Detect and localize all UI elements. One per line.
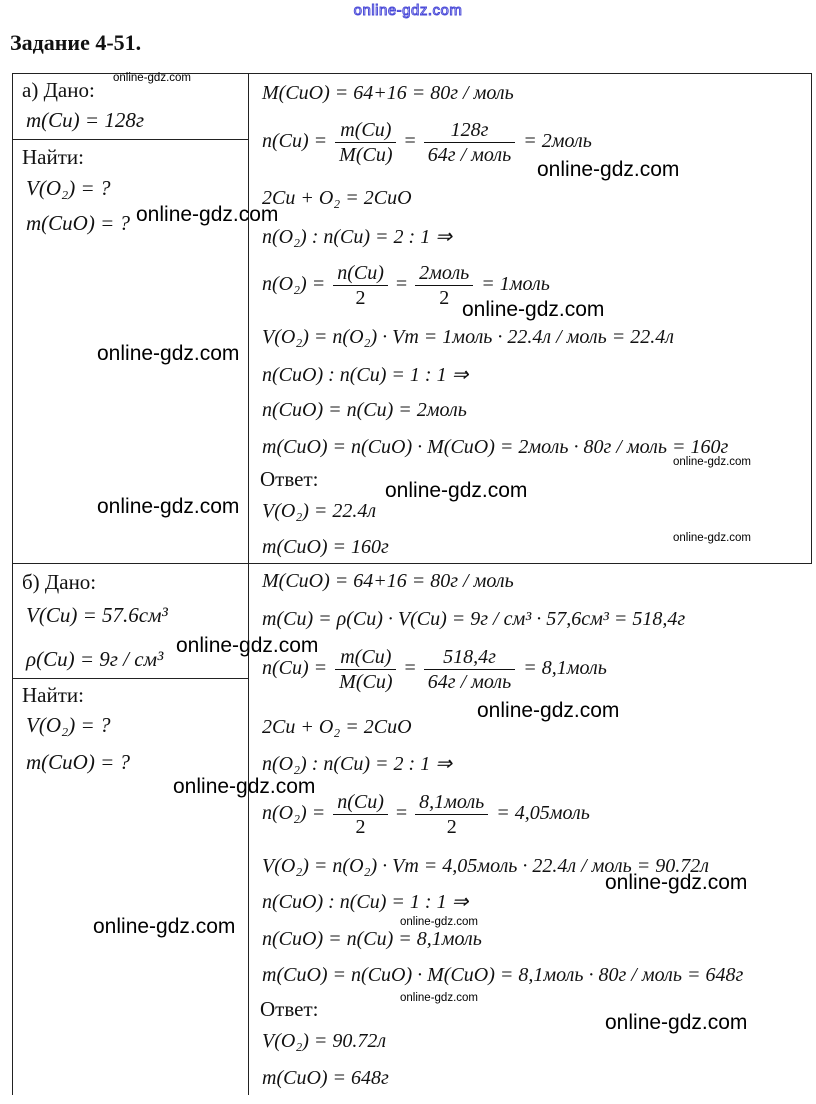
site-header-watermark: online-gdz.com	[353, 2, 463, 19]
frac-numerator: 8,1моль	[415, 790, 488, 815]
frac-denominator: 2	[446, 816, 457, 838]
b-step-mass-cu: m(Cu) = ρ(Cu) · V(Cu) = 9г / см³ · 57,6см³ = 518,4г	[262, 608, 686, 630]
frac-numerator: m(Cu)	[335, 645, 396, 670]
a-moles-o2-result: = 1моль	[481, 273, 550, 296]
watermark: online-gdz.com	[93, 915, 236, 938]
b-step-moles-cuo: n(CuO) = n(Cu) = 8,1моль	[262, 928, 482, 950]
frac-denominator: 64г / моль	[427, 144, 512, 166]
frac-numerator: 2моль	[415, 261, 473, 286]
b-given-volume: V(Cu) = 57.6см³	[26, 603, 168, 627]
frac-numerator: n(Cu)	[333, 261, 388, 286]
frac-denominator: 2	[439, 287, 450, 309]
b-frac-o2-values	[415, 790, 488, 839]
watermark: online-gdz.com	[605, 871, 748, 894]
watermark: online-gdz.com	[176, 634, 319, 657]
b-given-density: ρ(Cu) = 9г / см³	[26, 647, 164, 671]
a-find-label: Найти:	[22, 145, 84, 169]
a-step-ratio-cuo: n(CuO) : n(Cu) = 1 : 1 ⇒	[262, 364, 469, 386]
b-step-ratio-o2: n(O₂) : n(Cu) = 2 : 1 ⇒	[262, 753, 452, 775]
a-answer-volume: V(O₂) = 22.4л	[262, 500, 377, 522]
a-answer-label: Ответ:	[260, 467, 319, 491]
b-step-volume-o2: V(O₂) = n(O₂) · Vm = 4,05моль · 22.4л / моль = 90.72л	[262, 855, 709, 877]
watermark: online-gdz.com	[477, 699, 620, 722]
a-step-volume-o2: V(O₂) = n(O₂) · Vm = 1моль · 22.4л / моль = 22.4л	[262, 326, 674, 348]
frac-numerator: 128г	[424, 118, 515, 143]
a-step-moles-o2: n(O₂) = $\frac{n(Cu)}{2}$ = $\frac{\text{2моль}}{2}$ = 1моль	[262, 262, 550, 309]
table-border-left	[12, 73, 13, 1095]
b-answer-volume: V(O₂) = 90.72л	[262, 1030, 387, 1052]
a-given-divider	[12, 139, 248, 140]
watermark: online-gdz.com	[673, 532, 751, 544]
a-find-volume: V(O₂) = ?	[26, 176, 111, 200]
a-step-reaction: 2Cu + O₂ = 2CuO	[262, 187, 412, 209]
a-given-mass: m(Cu) = 128г	[26, 108, 145, 132]
a-step-moles-cu: n(Cu) = $\frac{m(Cu)}{M(Cu)}$ = $\frac{128г}{\text{64г / моль}}$ = 2моль	[262, 119, 592, 166]
watermark: online-gdz.com	[673, 456, 751, 468]
a-moles-o2-lhs: n(O₂) =	[262, 273, 326, 296]
table-border-right	[811, 73, 812, 563]
watermark: online-gdz.com	[136, 203, 279, 226]
a-step-mass-cuo: m(CuO) = n(CuO) · M(CuO) = 2моль · 80г / моль = 160г	[262, 436, 729, 458]
b-given-label: б) Дано:	[22, 570, 97, 594]
frac-denominator: 2	[355, 287, 366, 309]
watermark: online-gdz.com	[400, 992, 478, 1004]
a-step-ratio-o2: n(O₂) : n(Cu) = 2 : 1 ⇒	[262, 226, 452, 248]
b-step-molar-mass: M(CuO) = 64+16 = 80г / моль	[262, 570, 514, 592]
a-frac-m-over-M	[335, 118, 396, 167]
a-answer-mass: m(CuO) = 160г	[262, 536, 389, 558]
b-moles-o2-lhs: n(O₂) =	[262, 802, 326, 825]
b-frac-ncu-over-2	[333, 790, 388, 839]
a-frac-values	[424, 118, 515, 167]
b-step-mass-cuo: m(CuO) = n(CuO) · M(CuO) = 8,1моль · 80г / моль = 648г	[262, 964, 744, 986]
frac-denominator: M(Cu)	[339, 671, 393, 693]
watermark: online-gdz.com	[400, 916, 478, 928]
b-frac-values	[424, 645, 515, 694]
a-step-molar-mass: M(CuO) = 64+16 = 80г / моль	[262, 82, 514, 104]
watermark: online-gdz.com	[462, 298, 605, 321]
b-step-reaction: 2Cu + O₂ = 2CuO	[262, 716, 412, 738]
frac-numerator: n(Cu)	[333, 790, 388, 815]
a-find-mass: m(CuO) = ?	[26, 211, 130, 235]
b-step-moles-cu: n(Cu) = $\frac{m(Cu)}{M(Cu)}$ = $\frac{518,4г}{\text{64г / моль}}$ = 8,1моль	[262, 646, 607, 693]
watermark: online-gdz.com	[97, 495, 240, 518]
b-find-mass: m(CuO) = ?	[26, 750, 130, 774]
b-moles-o2-result: = 4,05моль	[496, 802, 590, 825]
b-step-ratio-cuo: n(CuO) : n(Cu) = 1 : 1 ⇒	[262, 891, 469, 913]
watermark: online-gdz.com	[97, 342, 240, 365]
watermark: online-gdz.com	[537, 158, 680, 181]
b-moles-cu-result: = 8,1моль	[523, 657, 607, 680]
watermark: online-gdz.com	[113, 72, 191, 84]
a-step-moles-cuo: n(CuO) = n(Cu) = 2моль	[262, 399, 467, 421]
frac-denominator: M(Cu)	[339, 144, 393, 166]
watermark: online-gdz.com	[385, 479, 528, 502]
watermark: online-gdz.com	[173, 775, 316, 798]
a-frac-ncu-over-2	[333, 261, 388, 310]
task-title: Задание 4-51.	[10, 30, 142, 55]
frac-denominator: 2	[355, 816, 366, 838]
a-moles-cu-lhs: n(Cu) =	[262, 130, 328, 153]
frac-numerator: 518,4г	[424, 645, 515, 670]
b-find-volume: V(O₂) = ?	[26, 713, 111, 737]
a-given-label: а) Дано:	[22, 78, 95, 102]
frac-numerator: m(Cu)	[335, 118, 396, 143]
b-step-moles-o2: n(O₂) = $\frac{n(Cu)}{2}$ = $\frac{\text{8,1моль}}{2}$ = 4,05моль	[262, 791, 590, 838]
b-answer-label: Ответ:	[260, 997, 319, 1021]
a-moles-cu-result: = 2моль	[523, 130, 592, 153]
b-given-divider	[12, 678, 248, 679]
frac-denominator: 64г / моль	[427, 671, 512, 693]
b-find-label: Найти:	[22, 683, 84, 707]
b-answer-mass: m(CuO) = 648г	[262, 1067, 389, 1089]
b-frac-m-over-M	[335, 645, 396, 694]
part-divider	[12, 563, 812, 564]
b-moles-cu-lhs: n(Cu) =	[262, 657, 328, 680]
watermark: online-gdz.com	[605, 1011, 748, 1034]
